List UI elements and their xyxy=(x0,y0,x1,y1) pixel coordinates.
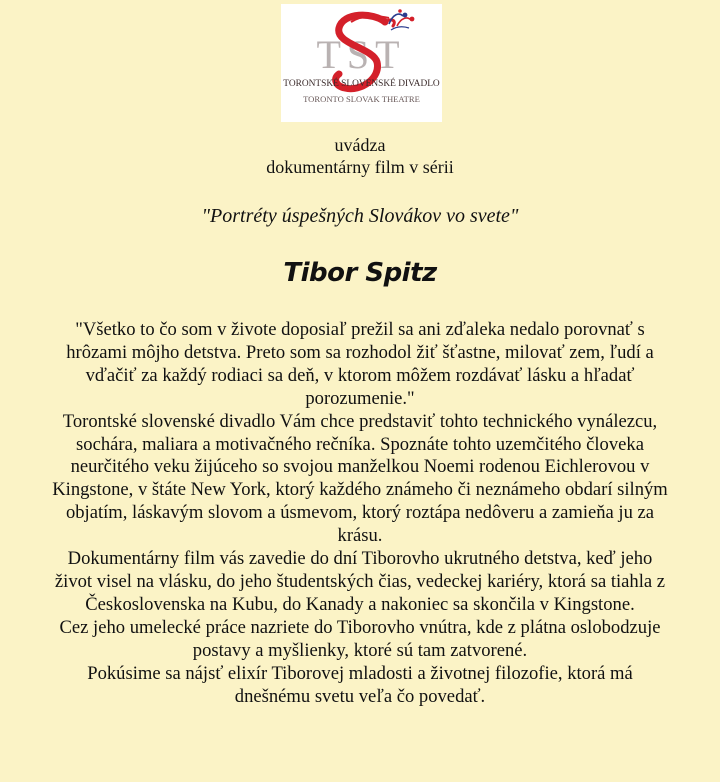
description-line: postavy a myšlienky, ktoré sú tam zatvorené. xyxy=(192,639,528,661)
theatre-logo-emblem xyxy=(281,4,442,122)
person-name-heading: Tibor Spitz xyxy=(283,258,437,288)
description-line: dnešnému svetu veľa čo povedať. xyxy=(234,685,486,707)
logo-monogram: TST xyxy=(316,32,406,77)
description-line: krásu. xyxy=(337,525,383,547)
logo-name-slovak: TORONTSKÉ SLOVENSKÉ DIVADLO xyxy=(283,79,440,89)
description-line: porozumenie." xyxy=(305,387,415,409)
film-in-series-text: dokumentárny film v sérii xyxy=(266,157,454,177)
description-line: Cez jeho umelecké práce nazriete do Tiborovho vnútra, kde z plátna oslobodzuje xyxy=(59,616,661,638)
description-line: hrôzami môjho detstva. Preto som sa rozhodol žiť šťastne, milovať zem, ľudí a xyxy=(66,341,654,363)
description-line: život visel na vlásku, do jeho študentských čias, vedeckej kariéry, ktorá sa tiahla z xyxy=(54,570,666,592)
presents-text: uvádza xyxy=(334,135,386,155)
description-text xyxy=(0,319,720,708)
description-line: objatím, láskavým slovom a úsmevom, ktorý roztápa nedôveru a zamieňa ju za xyxy=(65,502,655,524)
description-line: Torontské slovenské divadlo Vám chce predstaviť tohto technického vynálezcu, xyxy=(62,410,658,432)
description-line: neurčitého veku žijúceho so svojou manželkou Noemi rodenou Eichlerovou v xyxy=(70,456,650,478)
description-line: Pokúsime sa nájsť elixír Tiborovej mladosti a životnej filozofie, ktorá má xyxy=(87,662,633,684)
description-line: Československa na Kubu, do Kanady a nakoniec sa skončila v Kingstone. xyxy=(85,593,635,615)
theatre-logo xyxy=(281,4,442,122)
logo-name-english: TORONTO SLOVAK THEATRE xyxy=(303,94,420,104)
description-line: sochára, maliara a motivačného rečníka. Spoznáte tohto uzemčitého človeka xyxy=(76,433,644,455)
description-line: Kingstone, v štáte New York, ktorý každého známeho či neznámeho obdarí silným xyxy=(52,479,668,501)
series-title: "Portréty úspešných Slovákov vo svete" xyxy=(201,205,519,227)
description-line: vďačiť za každý rodiaci sa deň, v ktorom môžem rozdávať lásku a hľadať xyxy=(85,364,635,386)
description-line: "Všetko to čo som v živote doposiaľ prežil sa ani zďaleka nedalo porovnať s xyxy=(75,319,645,340)
description-line: Dokumentárny film vás zavedie do dní Tiborovho ukrutného detstva, keď jeho xyxy=(67,548,653,570)
